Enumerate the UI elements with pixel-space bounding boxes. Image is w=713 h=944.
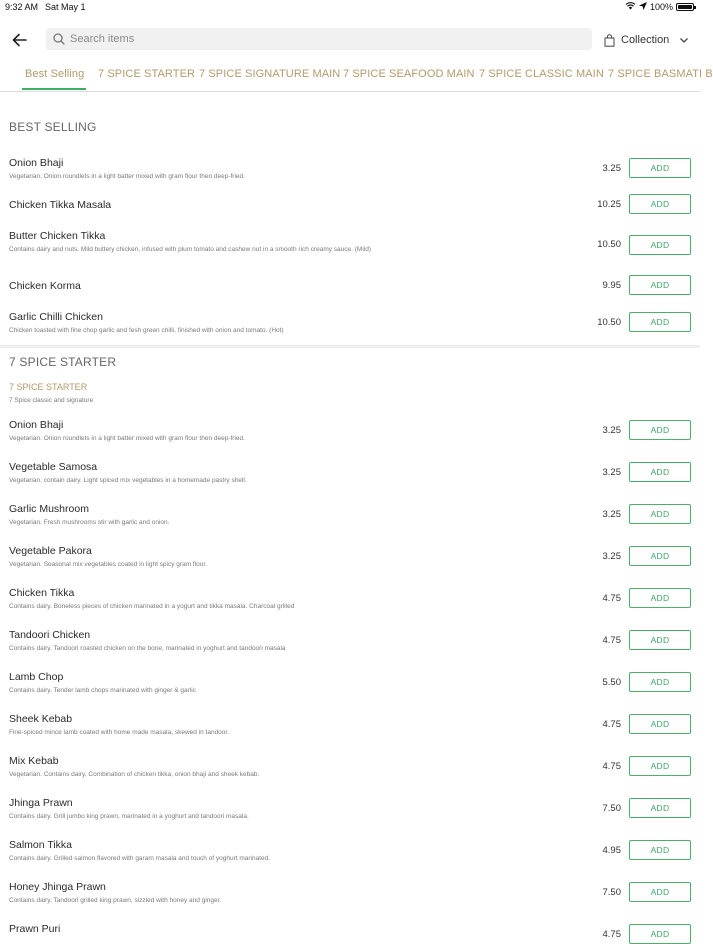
menu-item [0, 881, 700, 921]
menu-item [0, 545, 700, 585]
wifi-icon [625, 1, 636, 12]
item-description: Vegetarian, contain dairy. Light spiced mix vegetables in a homemade pastry shell. [9, 477, 247, 484]
item-name: Honey Jhinga Prawn [9, 881, 106, 893]
status-indicators [625, 1, 694, 12]
item-name: Onion Bhaji [9, 419, 64, 431]
add-button[interactable]: ADD [629, 588, 691, 608]
back-button[interactable] [10, 30, 30, 50]
item-name: Onion Bhaji [9, 157, 64, 169]
item-price: 7.50 [602, 887, 621, 898]
item-description: Contains dairy. Grill jumbo king prawn, marinated in a yoghurt and tandoori masala. [9, 813, 249, 820]
item-name: Chicken Tikka [9, 587, 75, 599]
category-tabs [0, 62, 713, 92]
menu-item [0, 230, 700, 270]
item-price: 10.25 [597, 199, 621, 210]
tab-7-spice-classic-main[interactable]: 7 SPICE CLASSIC MAIN [479, 68, 604, 80]
subcategory-description: 7 Spice classic and signature [9, 397, 94, 404]
item-description: Contains dairy. Tandoori roasted chicken on the bone, marinated in yoghurt and tandoori masala [9, 645, 286, 652]
add-button[interactable]: ADD [629, 275, 691, 295]
add-button[interactable]: ADD [629, 798, 691, 818]
item-price: 4.95 [602, 845, 621, 856]
add-button[interactable]: ADD [629, 194, 691, 214]
item-price: 9.95 [602, 280, 621, 291]
item-description: Vegetarian. Onion roundlets in a light batter mixed with gram flour then deep-fried. [9, 435, 245, 442]
menu-item [0, 755, 700, 795]
battery-icon [676, 3, 694, 11]
menu-item [0, 923, 700, 940]
item-name: Chicken Tikka Masala [9, 199, 112, 211]
location-arrow-icon [639, 2, 647, 12]
item-price: 3.25 [602, 551, 621, 562]
item-name: Salmon Tikka [9, 839, 73, 851]
item-price: 3.25 [602, 425, 621, 436]
item-description: Vegetarian. Fresh mushrooms stir with garlic and onion. [9, 519, 170, 526]
add-button[interactable]: ADD [629, 312, 691, 332]
section-title-starter: 7 SPICE STARTER [9, 355, 117, 369]
add-button[interactable]: ADD [629, 882, 691, 902]
item-price: 3.25 [602, 163, 621, 174]
add-button[interactable]: ADD [629, 840, 691, 860]
search-bar [46, 28, 592, 50]
status-bar [0, 0, 700, 14]
item-name: Prawn Puri [9, 923, 61, 935]
menu-item [0, 629, 700, 669]
search-input[interactable] [70, 28, 580, 50]
item-name: Mix Kebab [9, 755, 59, 767]
item-description: Vegetarian. Seasonal mix vegetables coated in light spicy gram flour. [9, 561, 208, 568]
item-description: Contains dairy. Boneless pieces of chicken marinated in a yogurt and tikka masala. Charcoal grilled [9, 603, 295, 610]
menu-item [0, 419, 700, 459]
menu-item [0, 839, 700, 879]
item-name: Sheek Kebab [9, 713, 73, 725]
item-name: Lamb Chop [9, 671, 64, 683]
item-name: Garlic Chilli Chicken [9, 311, 103, 323]
collection-dropdown[interactable] [604, 30, 689, 50]
item-price: 4.75 [602, 929, 621, 940]
item-price: 4.75 [602, 593, 621, 604]
menu-item [0, 671, 700, 711]
item-price: 10.50 [597, 317, 621, 328]
add-button[interactable]: ADD [629, 630, 691, 650]
item-price: 5.50 [602, 677, 621, 688]
tab-best-selling[interactable]: Best Selling [25, 68, 85, 80]
item-name: Jhinga Prawn [9, 797, 73, 809]
item-description: Contains dairy. Tandoori grilled king prawn, sizzled with honey and ginger. [9, 897, 222, 904]
shopping-bag-icon [604, 34, 615, 47]
item-name: Butter Chicken Tikka [9, 230, 106, 242]
add-button[interactable]: ADD [629, 235, 691, 255]
section-divider [0, 345, 700, 348]
menu-item [0, 503, 700, 543]
add-button[interactable]: ADD [629, 714, 691, 734]
menu-item [0, 461, 700, 501]
item-description: Contains dairy. Tender lamb chops marinated with ginger & garlic [9, 687, 196, 694]
collection-label: Collection [621, 34, 670, 46]
tab-7-spice-signature-main[interactable]: 7 SPICE SIGNATURE MAIN [199, 68, 341, 80]
item-description: Contains dairy. Grilled salmon flavored with garam masala and touch of yoghurt marinated. [9, 855, 271, 862]
subcategory-title: 7 SPICE STARTER [9, 382, 88, 392]
item-price: 3.25 [602, 467, 621, 478]
item-price: 4.75 [602, 635, 621, 646]
battery-percent: 100% [649, 1, 673, 12]
add-button[interactable]: ADD [629, 546, 691, 566]
menu-item [0, 797, 700, 837]
tab-7-spice-basmati[interactable]: 7 SPICE BASMATI B [608, 68, 713, 80]
active-tab-indicator [22, 88, 86, 90]
section-title-best-selling: BEST SELLING [9, 120, 97, 134]
item-name: Chicken Korma [9, 280, 81, 292]
item-price: 4.75 [602, 719, 621, 730]
add-button[interactable]: ADD [629, 158, 691, 178]
item-description: Vegetarian. Contains dairy. Combination of chicken tikka, onion bhaji and sheek kebab. [9, 771, 260, 778]
add-button[interactable]: ADD [629, 924, 691, 944]
add-button[interactable]: ADD [629, 420, 691, 440]
item-name: Tandoori Chicken [9, 629, 91, 641]
chevron-down-icon [679, 36, 689, 44]
status-date: Sat May 1 [45, 2, 86, 12]
item-price: 10.50 [597, 239, 621, 250]
search-icon [53, 33, 65, 45]
item-description: Fine-spiced mince lamb coated with home made masala, skewed in tandoor. [9, 729, 230, 736]
item-description: Vegetarian. Onion roundlets in a light batter mixed with gram flour then deep-fried. [9, 173, 245, 180]
arrow-left-icon [10, 30, 30, 50]
tab-7-spice-seafood-main[interactable]: 7 SPICE SEAFOOD MAIN [343, 68, 475, 80]
add-button[interactable]: ADD [629, 462, 691, 482]
menu-item [0, 713, 700, 753]
add-button[interactable]: ADD [629, 672, 691, 692]
item-price: 4.75 [602, 761, 621, 772]
item-price: 7.50 [602, 803, 621, 814]
item-name: Vegetable Samosa [9, 461, 98, 473]
menu-item [0, 587, 700, 627]
add-button[interactable]: ADD [629, 756, 691, 776]
menu-item [0, 157, 700, 197]
item-name: Vegetable Pakora [9, 545, 92, 557]
header [0, 24, 700, 54]
item-description: Contains dairy and nuts. Mild buttery chicken, infused with plum tomato and cashew nut in a smooth rich creamy sauce. (Mild) [9, 246, 372, 253]
add-button[interactable]: ADD [629, 504, 691, 524]
status-time: 9:32 AM [5, 2, 39, 12]
item-description: Chicken toasted with fine chop garlic and fesh green chilli, finished with onion and tomato. (Hot) [9, 327, 284, 334]
item-name: Garlic Mushroom [9, 503, 89, 515]
tab-7-spice-starter[interactable]: 7 SPICE STARTER [98, 68, 196, 80]
item-price: 3.25 [602, 509, 621, 520]
